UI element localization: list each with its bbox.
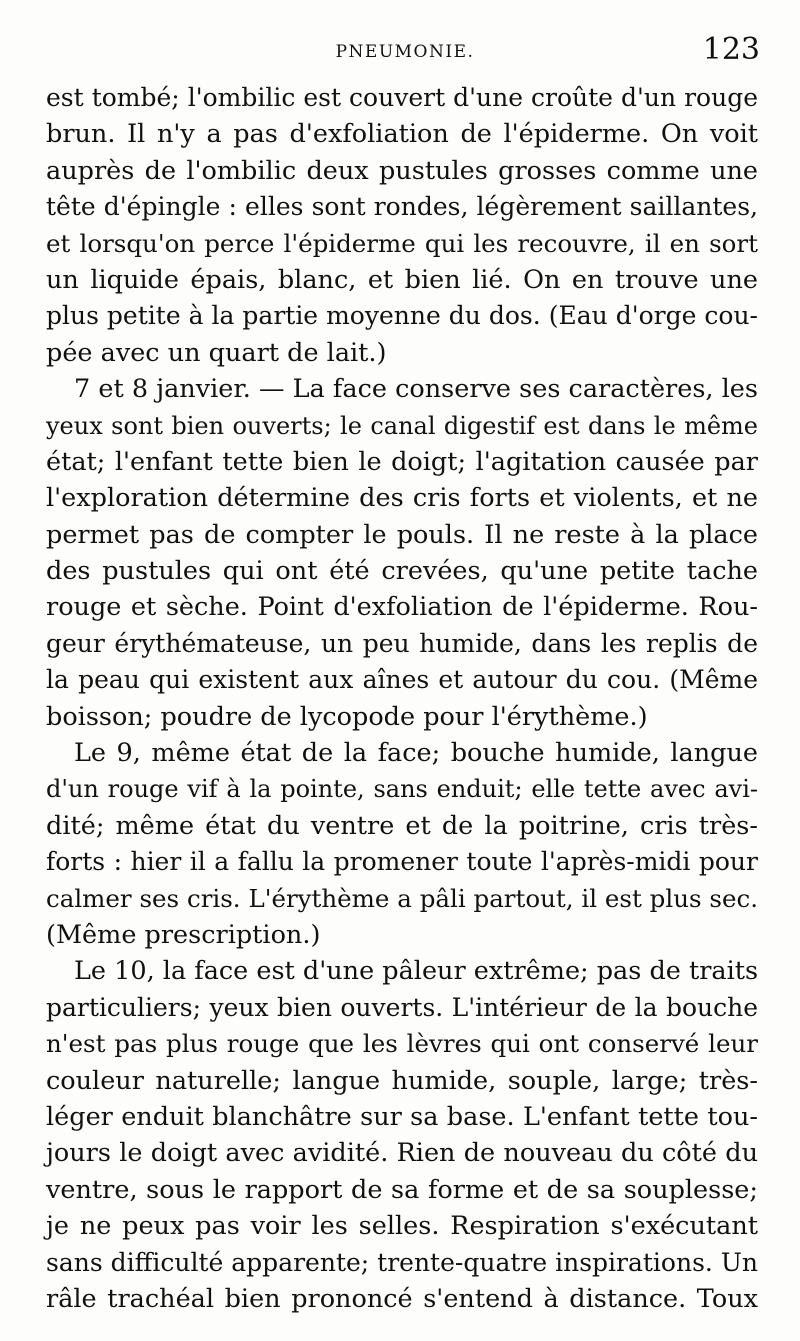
text-line: est tombé; l'ombilic est couvert d'une croûte d'un rouge — [46, 83, 758, 112]
text-line: permet pas de compter le pouls. Il ne reste à la place — [46, 519, 758, 550]
text-line: d'un rouge vif à la pointe, sans enduit; elle tette avec avi- — [46, 775, 758, 804]
text-line: état; l'enfant tette bien le doigt; l'agitation causée par — [46, 446, 758, 477]
text-line: geur érythémateuse, un peu humide, dans les replis de — [46, 628, 758, 658]
text-line: tête d'épingle : elles sont rondes, légèrement saillantes, — [46, 192, 758, 222]
text-line: jours le doigt avec avidité. Rien de nouveau du côté du — [46, 1138, 758, 1169]
text-line: la peau qui existent aux aînes et autour du cou. (Même — [46, 665, 758, 695]
page-number: 123 — [702, 32, 760, 67]
text-line: (Même prescription.) — [46, 919, 321, 950]
text-line: Le 10, la face est d'une pâleur extrême; pas de traits — [74, 956, 759, 987]
text-line: et lorsqu'on perce l'épiderme qui les recouvre, il en sort — [46, 228, 758, 258]
running-title: PNEUMONIE. — [335, 42, 475, 62]
text-line: des pustules qui ont été crevées, qu'une petite tache — [46, 556, 758, 587]
running-head — [40, 32, 770, 72]
text-line: dité; même état du ventre et de la poitrine, cris très- — [46, 810, 758, 841]
text-line: 7 et 8 janvier. — La face conserve ses caractères, les — [74, 374, 758, 405]
text-line: couleur naturelle; langue humide, souple, large; très- — [46, 1065, 758, 1096]
text-line: sans difficulté apparente; trente-quatre inspirations. Un — [46, 1247, 758, 1277]
paragraph — [46, 80, 758, 371]
text-line: rouge et sèche. Point d'exfoliation de l'épiderme. Rou- — [46, 592, 758, 623]
text-line: forts : hier il a fallu la promener toute l'après-midi pour — [46, 847, 758, 877]
text-line: plus petite à la partie moyenne du dos. (Eau d'orge cou- — [46, 301, 758, 331]
text-line: n'est pas plus rouge que les lèvres qui ont conservé leur — [46, 1029, 758, 1059]
text-line: boisson; poudre de lycopode pour l'érythème.) — [46, 701, 648, 732]
text-line: râle trachéal bien prononcé s'entend à distance. Toux — [46, 1283, 758, 1314]
body-text — [46, 80, 758, 1317]
paragraph — [46, 953, 758, 1317]
text-line: brun. Il n'y a pas d'exfoliation de l'épiderme. On voit — [46, 119, 758, 150]
text-line: auprès de l'ombilic deux pustules grosses comme une — [46, 155, 758, 186]
text-line: calmer ses cris. L'érythème a pâli partout, il est plus sec. — [46, 883, 758, 913]
paragraph — [46, 371, 758, 735]
text-line: particuliers; yeux bien ouverts. L'intérieur de la bouche — [46, 992, 758, 1022]
text-line: Le 9, même état de la face; bouche humide, langue — [74, 738, 758, 769]
text-line: je ne peux pas voir les selles. Respiration s'exécutant — [46, 1211, 758, 1242]
text-line: yeux sont bien ouverts; le canal digestif est dans le même — [46, 411, 758, 440]
text-line: l'exploration détermine des cris forts et violents, et ne — [46, 483, 758, 514]
text-line: pée avec un quart de lait.) — [46, 337, 387, 368]
text-line: un liquide épais, blanc, et bien lié. On en trouve une — [46, 264, 758, 295]
text-line: ventre, sous le rapport de sa forme et de sa souplesse; — [46, 1174, 758, 1205]
paragraph — [46, 735, 758, 953]
text-line: léger enduit blanchâtre sur sa base. L'enfant tette tou- — [46, 1101, 758, 1132]
